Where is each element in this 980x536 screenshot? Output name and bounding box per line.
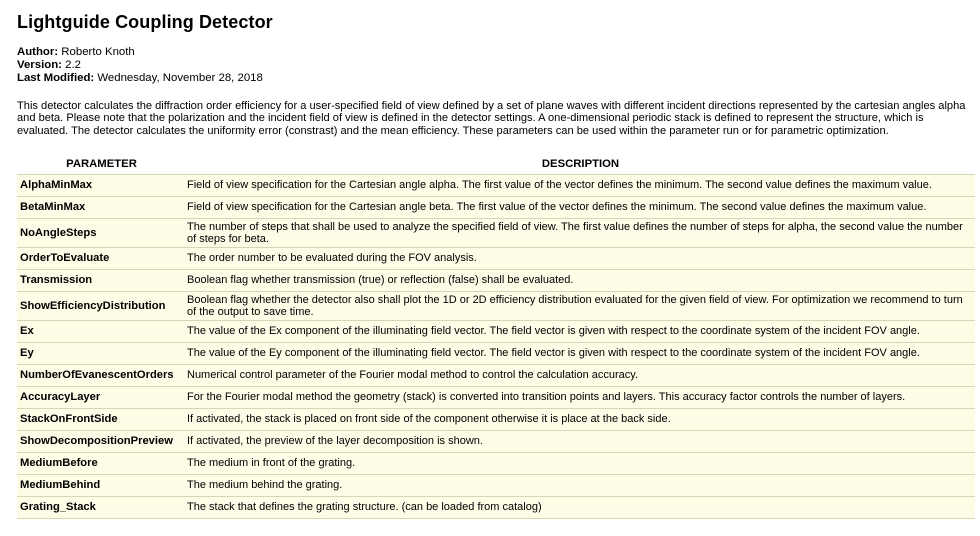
modified-value: Wednesday, November 28, 2018	[97, 72, 263, 85]
modified-label: Last Modified:	[17, 72, 95, 85]
author-value: Roberto Knoth	[61, 46, 135, 58]
version-value: 2.2	[65, 59, 81, 72]
parameter-name: OrderToEvaluate	[17, 248, 186, 270]
parameter-column-header: PARAMETER	[17, 153, 186, 175]
parameter-name: Transmission	[17, 270, 186, 292]
parameter-description: The number of steps that shall be used to analyze the specified field of view. The first value defines the number of steps for alpha, the second value the number of steps for beta.	[186, 219, 975, 248]
version-line	[17, 59, 263, 72]
intro-paragraph: This detector calculates the diffraction order efficiency for a user-specified field of view defined by a set of plane waves with different incident directions represented by the cartesian angles alpha and beta. Please note that the polarization and the incident field of view is defined in the detector settings. A one-dimensional periodic stack is defined to represent the structure, which is evaluated. The detector calculates the uniformity error (constrast) and the mean efficiency. These parameters can be used within the parameter run or for parametric optimization.	[17, 100, 966, 137]
author-label: Author:	[17, 46, 59, 58]
table-row	[17, 431, 975, 453]
table-row	[17, 409, 975, 431]
table-row	[17, 475, 975, 497]
table-row	[17, 175, 975, 197]
table-row	[17, 321, 975, 343]
parameter-name: Ey	[17, 343, 186, 365]
page-title: Lightguide Coupling Detector	[17, 12, 273, 32]
version-label: Version:	[17, 59, 62, 72]
parameter-name: Ex	[17, 321, 186, 343]
parameter-name: NoAngleSteps	[17, 219, 186, 248]
parameter-description: The value of the Ey component of the illuminating field vector. The field vector is given with respect to the coordinate system of the incident FOV angle.	[186, 343, 975, 365]
table-row	[17, 292, 975, 321]
parameter-name: MediumBefore	[17, 453, 186, 475]
parameter-name: NumberOfEvanescentOrders	[17, 365, 186, 387]
parameter-name: BetaMinMax	[17, 197, 186, 219]
table-row	[17, 343, 975, 365]
parameter-name: AccuracyLayer	[17, 387, 186, 409]
parameter-name: ShowDecompositionPreview	[17, 431, 186, 453]
parameter-description: Field of view specification for the Cartesian angle beta. The first value of the vector defines the minimum. The second value defines the maximum value.	[186, 197, 975, 219]
parameter-name: StackOnFrontSide	[17, 409, 186, 431]
modified-line	[17, 72, 263, 85]
parameter-description: Boolean flag whether transmission (true) or reflection (false) shall be evaluated.	[186, 270, 975, 292]
table-row	[17, 219, 975, 248]
parameter-description: The medium in front of the grating.	[186, 453, 975, 475]
parameter-description: For the Fourier modal method the geometry (stack) is converted into transition points and layers. This accuracy factor controls the number of layers.	[186, 387, 975, 409]
parameter-table	[17, 153, 975, 519]
parameter-name: Grating_Stack	[17, 497, 186, 519]
table-row	[17, 248, 975, 270]
parameter-description: Numerical control parameter of the Fourier modal method to control the calculation accuracy.	[186, 365, 975, 387]
parameter-description: The medium behind the grating.	[186, 475, 975, 497]
parameter-description: Field of view specification for the Cartesian angle alpha. The first value of the vector defines the minimum. The second value defines the maximum value.	[186, 175, 975, 197]
parameter-name: AlphaMinMax	[17, 175, 186, 197]
table-row	[17, 387, 975, 409]
parameter-description: If activated, the preview of the layer decomposition is shown.	[186, 431, 975, 453]
document-meta	[17, 46, 263, 86]
parameter-name: MediumBehind	[17, 475, 186, 497]
table-header-row	[17, 153, 975, 175]
table-row	[17, 197, 975, 219]
table-row	[17, 365, 975, 387]
parameter-description: The stack that defines the grating structure. (can be loaded from catalog)	[186, 497, 975, 519]
table-row	[17, 453, 975, 475]
parameter-name: ShowEfficiencyDistribution	[17, 292, 186, 321]
author-line	[17, 46, 263, 59]
parameter-description: The value of the Ex component of the illuminating field vector. The field vector is given with respect to the coordinate system of the incident FOV angle.	[186, 321, 975, 343]
table-row	[17, 497, 975, 519]
description-column-header: DESCRIPTION	[186, 153, 975, 175]
parameter-description: The order number to be evaluated during the FOV analysis.	[186, 248, 975, 270]
table-row	[17, 270, 975, 292]
parameter-description: Boolean flag whether the detector also shall plot the 1D or 2D efficiency distribution evaluated for the given field of view. For optimization we recommend to turn of the output to save time.	[186, 292, 975, 321]
parameter-description: If activated, the stack is placed on front side of the component otherwise it is place at the back side.	[186, 409, 975, 431]
